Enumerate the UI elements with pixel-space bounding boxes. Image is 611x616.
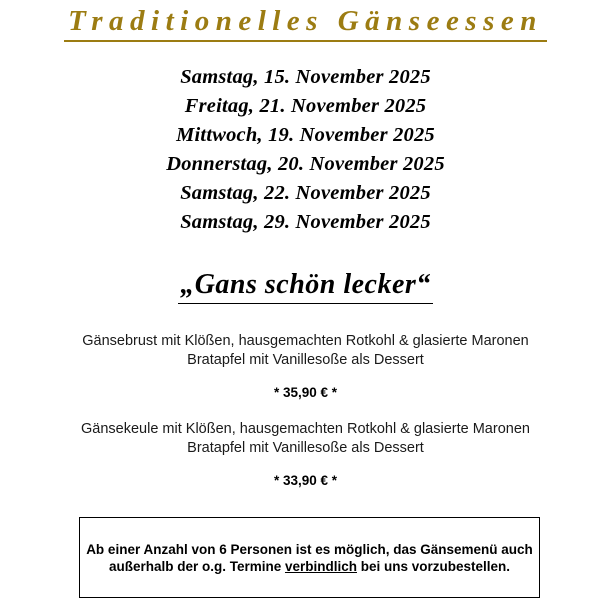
notice-line-2-after: bei uns vorzubestellen. (357, 558, 511, 574)
dish-description-line-1: Gänsebrust mit Klößen, hausgemachten Rotkohl & glasierte Maronen (82, 333, 529, 350)
preorder-notice-text (76, 541, 543, 575)
dish-price: * 33,90 € * (273, 473, 338, 489)
notice-line-1: Ab einer Anzahl von 6 Personen ist es möglich, das Gänsemenü auch (86, 541, 533, 557)
slogan-heading: „Gans schön lecker“ (178, 270, 433, 304)
menu-item (0, 420, 611, 489)
notice-line-2-before: außerhalb der o.g. Termine (108, 558, 285, 574)
date-item: Samstag, 22. November 2025 (180, 182, 431, 205)
page-header (0, 0, 611, 42)
notice-emphasis-verbindlich: verbindlich (284, 558, 357, 574)
dish-description-line-2: Bratapfel mit Vanillesoße als Dessert (187, 440, 424, 457)
slogan-section (0, 270, 611, 304)
page-title: Traditionelles Gänseessen (64, 6, 547, 42)
dish-price: * 35,90 € * (273, 385, 338, 401)
menu-list (0, 332, 611, 489)
menu-item (0, 332, 611, 401)
notice-line-2 (109, 559, 510, 574)
dish-description-line-1: Gänsekeule mit Klößen, hausgemachten Rotkohl & glasierte Maronen (81, 421, 530, 438)
preorder-notice-box (79, 517, 540, 598)
date-item: Donnerstag, 20. November 2025 (166, 153, 445, 176)
date-item: Mittwoch, 19. November 2025 (176, 124, 435, 147)
dates-list (0, 63, 611, 237)
date-item: Samstag, 15. November 2025 (180, 66, 431, 89)
date-item: Freitag, 21. November 2025 (184, 95, 427, 118)
date-item: Samstag, 29. November 2025 (180, 211, 431, 234)
dish-description-line-2: Bratapfel mit Vanillesoße als Dessert (187, 352, 424, 369)
